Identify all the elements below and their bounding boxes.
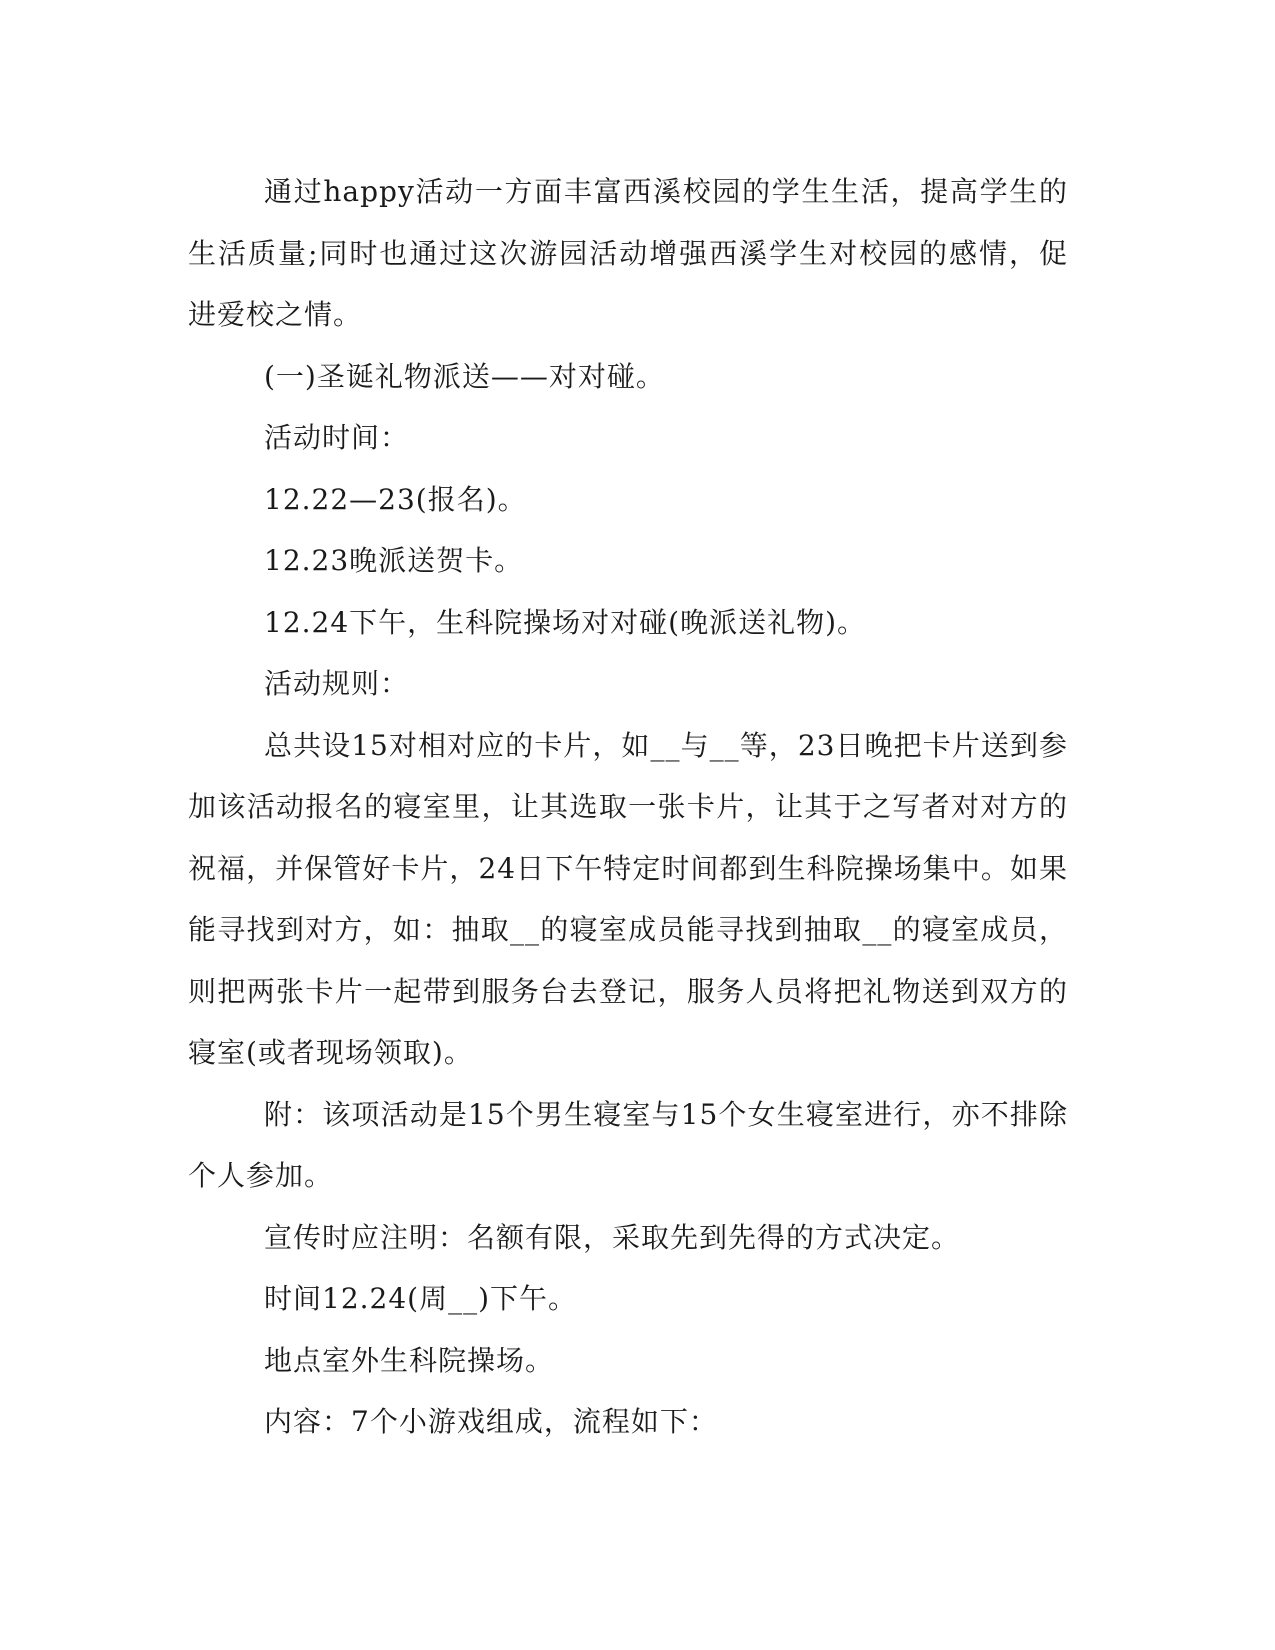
- document-body: [188, 161, 1068, 1453]
- event-location-line: 地点室外生科院操场。: [264, 1343, 555, 1377]
- paragraph-note: 附：该项活动是15个男生寝室与15个女生寝室进行，亦不排除个人参加。: [188, 1097, 1068, 1192]
- schedule-line-card-delivery: 12.23晚派送贺卡。: [264, 544, 524, 577]
- schedule-line-matching: 12.24下午，生科院操场对对碰(晚派送礼物)。: [264, 605, 867, 639]
- schedule-line-registration: 12.22—23(报名)。: [264, 482, 527, 516]
- activity-rules-label: 活动规则：: [264, 667, 410, 700]
- paragraph-intro: 通过happy活动一方面丰富西溪校园的学生生活，提高学生的生活质量;同时也通过这次游园活动增强西溪学生对校园的感情，促进爱校之情。: [188, 175, 1068, 331]
- paragraph-rules: 总共设15对相对应的卡片，如__与__等，23日晚把卡片送到参加该活动报名的寝室里，让其选取一张卡片，让其于之写者对对方的祝福，并保管好卡片，24日下午特定时间都到生科院操场集中。如果能寻找到对方，如：抽取__的寝室成员能寻找到抽取__的寝室成员，则把两张卡片一起带到服务台去登记，服务人员将把礼物送到双方的寝室(或者现场领取)。: [188, 728, 1068, 1069]
- paragraph-publicity: 宣传时应注明：名额有限，采取先到先得的方式决定。: [264, 1220, 961, 1254]
- event-content-line: 内容：7个小游戏组成，流程如下：: [264, 1405, 718, 1438]
- section-heading-christmas-gift: (一)圣诞礼物派送——对对碰。: [264, 359, 665, 393]
- event-time-line: 时间12.24(周__)下午。: [264, 1282, 578, 1315]
- activity-time-label: 活动时间：: [264, 421, 410, 454]
